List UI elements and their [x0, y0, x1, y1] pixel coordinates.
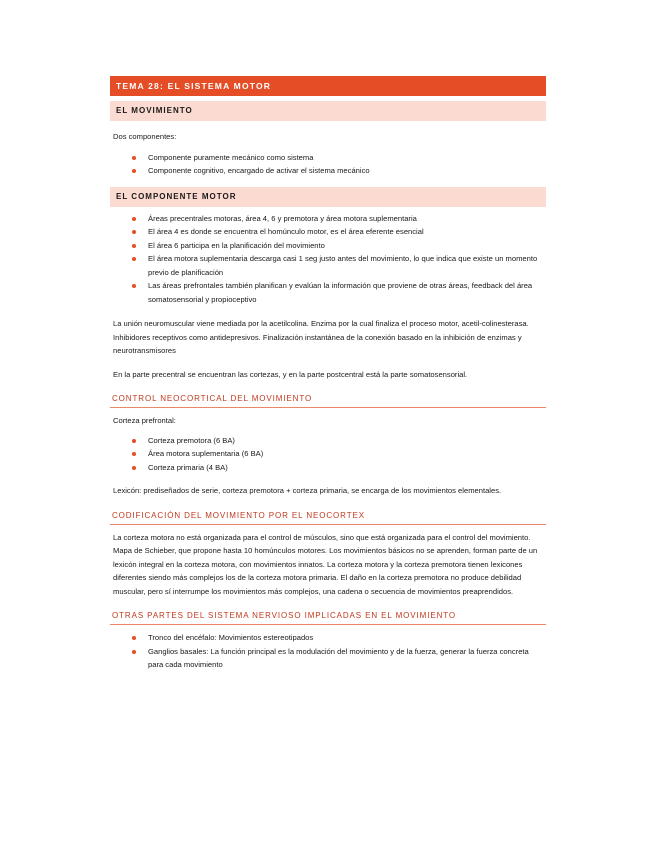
- document-content: [110, 76, 546, 672]
- paragraph-lexicon: Lexicón: prediseñados de serie, corteza premotora + corteza primaria, se encarga de los movimientos elementales.: [113, 486, 502, 495]
- bullet-icon: [132, 466, 136, 470]
- bullet-icon: [132, 217, 136, 221]
- list-item: Componente puramente mecánico como sistema: [148, 151, 546, 165]
- list-cortezas: [110, 434, 546, 475]
- list-item: Área motora suplementaria (6 BA): [148, 447, 546, 461]
- list-item: Las áreas prefrontales también planifican y evalúan la información que proviene de otras áreas, feedback del área somatosensorial y propioceptivo: [148, 279, 546, 306]
- section-heading-componente-motor: EL COMPONENTE MOTOR: [110, 187, 546, 207]
- bullet-icon: [132, 452, 136, 456]
- bullet-icon: [132, 284, 136, 288]
- list-item: Áreas precentrales motoras, área 4, 6 y premotora y área motora suplementaria: [148, 212, 546, 226]
- list-item: El área 4 es donde se encuentra el homúnculo motor, es el área eferente esencial: [148, 225, 546, 239]
- paragraph-codificacion: La corteza motora no está organizada para el control de músculos, sino que está organizada para el control del movimiento. Mapa de Schieber, que propone hasta 10 homúnculos motores. Los movimientos básicos no se aprenden, forman parte de un lexicón integral en la corteza motora, con movimientos innatos. La corteza motora y la corteza premotora tienen lexicones diferentes siendo más complejos los de la corteza motora primaria. El daño en la corteza premotora no produce debilidad muscular, pero sí interrumpe los movimientos más complejos, una cadena o secuencia de movimientos preaprendidos.: [113, 532, 538, 596]
- bullet-icon: [132, 650, 136, 654]
- section-heading-control-neocortical: CONTROL NEOCORTICAL DEL MOVIMIENTO: [110, 393, 546, 408]
- bullet-icon: [132, 244, 136, 248]
- paragraph-union-neuromuscular: La unión neuromuscular viene mediada por la acetilcolina. Enzima por la cual finaliza el proceso motor, acetil-colinesterasa. Inhibidores receptivos como antidepresivos. Finalización instantánea de la conexión basado en la inhibición de enzimas y neurotransmisores: [113, 319, 529, 355]
- paragraph-intro: Dos componentes:: [113, 132, 177, 141]
- list-item: Tronco del encéfalo: Movimientos estereotipados: [148, 631, 546, 645]
- list-componentes: [110, 151, 546, 178]
- bullet-icon: [132, 230, 136, 234]
- bullet-icon: [132, 257, 136, 261]
- section-heading-movimiento: EL MOVIMIENTO: [110, 101, 546, 121]
- bullet-icon: [132, 439, 136, 443]
- list-item: Corteza premotora (6 BA): [148, 434, 546, 448]
- section-heading-codificacion: CODIFICACIÓN DEL MOVIMIENTO POR EL NEOCORTEX: [110, 510, 546, 525]
- section-heading-otras-partes: OTRAS PARTES DEL SISTEMA NERVIOSO IMPLICADAS EN EL MOVIMIENTO: [110, 610, 546, 625]
- bullet-icon: [132, 636, 136, 640]
- list-item: El área 6 participa en la planificación del movimiento: [148, 239, 546, 253]
- bullet-icon: [132, 169, 136, 173]
- list-item: Componente cognitivo, encargado de activar el sistema mecánico: [148, 164, 546, 178]
- list-item: El área motora suplementaria descarga casi 1 seg justo antes del movimiento, lo que indica que existe un momento previo de planificación: [148, 252, 546, 279]
- list-otras-partes: [110, 631, 546, 672]
- paragraph-precentral: En la parte precentral se encuentran las cortezas, y en la parte postcentral está la parte somatosensorial.: [113, 369, 468, 379]
- list-item: Ganglios basales: La función principal es la modulación del movimiento y de la fuerza, generar la fuerza concreta para cada movimiento: [148, 645, 546, 672]
- list-componente-motor: [110, 212, 546, 307]
- list-item: Corteza primaria (4 BA): [148, 461, 546, 475]
- page-title: TEMA 28: EL SISTEMA MOTOR: [110, 76, 546, 96]
- bullet-icon: [132, 156, 136, 160]
- paragraph-corteza-prefrontal: Corteza prefrontal:: [113, 416, 176, 425]
